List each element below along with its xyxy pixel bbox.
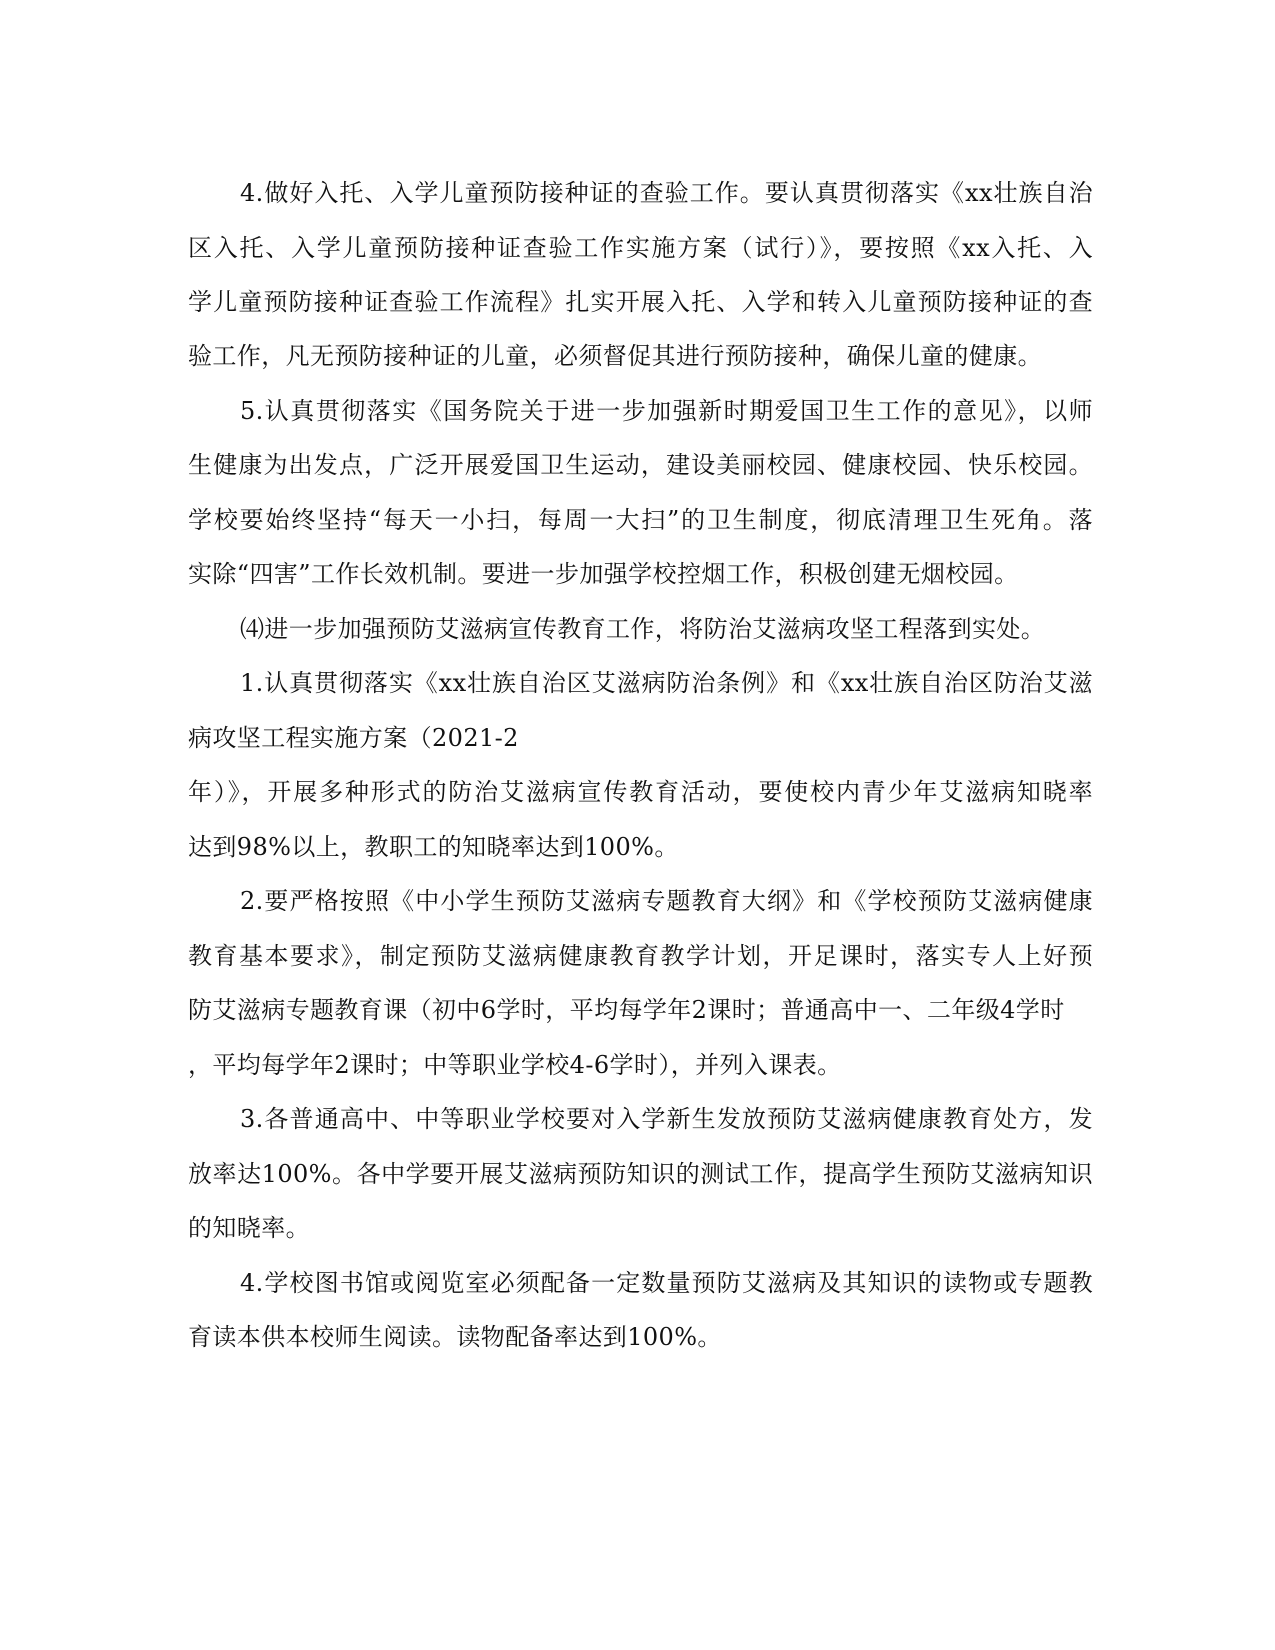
- text-line: 达到98%以上，教职工的知晓率达到100%。: [188, 833, 679, 861]
- text-line: 4.学校图书馆或阅览室必须配备一定数量预防艾滋病及其知识的读物或专题教: [240, 1269, 1093, 1297]
- text-line: 3.各普通高中、中等职业学校要对入学新生发放预防艾滋病健康教育处方，发: [240, 1105, 1093, 1133]
- text-line: 的知晓率。: [188, 1214, 310, 1242]
- text-line: 1.认真贯彻落实《xx壮族自治区艾滋病防治条例》和《xx壮族自治区防治艾滋: [240, 669, 1093, 697]
- text-line: 年）》，开展多种形式的防治艾滋病宣传教育活动，要使校内青少年艾滋病知晓率: [188, 778, 1093, 806]
- text-line: 学儿童预防接种证查验工作流程》扎实开展入托、入学和转入儿童预防接种证的查: [188, 288, 1093, 316]
- text-line: 5.认真贯彻落实《国务院关于进一步加强新时期爱国卫生工作的意见》，以师: [240, 397, 1093, 425]
- text-line: 学校要始终坚持“每天一小扫，每周一大扫”的卫生制度，彻底清理卫生死角。落: [188, 506, 1093, 534]
- text-line: 防艾滋病专题教育课（初中6学时，平均每学年2课时；普通高中一、二年级4学时: [188, 996, 1065, 1024]
- text-line: 区入托、入学儿童预防接种证查验工作实施方案（试行）》，要按照《xx入托、入: [188, 234, 1093, 262]
- text-line: 病攻坚工程实施方案（2021-2: [188, 724, 519, 752]
- text-line: 放率达100%。各中学要开展艾滋病预防知识的测试工作，提高学生预防艾滋病知识: [188, 1160, 1093, 1188]
- text-line: 实除“四害”工作长效机制。要进一步加强学校控烟工作，积极创建无烟校园。: [188, 560, 1019, 588]
- section-heading: ⑷进一步加强预防艾滋病宣传教育工作，将防治艾滋病攻坚工程落到实处。: [240, 615, 1046, 643]
- text-line: 教育基本要求》，制定预防艾滋病健康教育教学计划，开足课时，落实专人上好预: [188, 942, 1093, 970]
- text-line: 生健康为出发点，广泛开展爱国卫生运动，建设美丽校园、健康校园、快乐校园。: [188, 451, 1093, 479]
- text-line: 2.要严格按照《中小学生预防艾滋病专题教育大纲》和《学校预防艾滋病健康: [240, 887, 1093, 915]
- text-line: 验工作，凡无预防接种证的儿童，必须督促其进行预防接种，确保儿童的健康。: [188, 342, 1042, 370]
- text-line: 4.做好入托、入学儿童预防接种证的查验工作。要认真贯彻落实《xx壮族自治: [240, 179, 1093, 207]
- text-line: 育读本供本校师生阅读。读物配备率达到100%。: [188, 1323, 722, 1351]
- text-line: ，平均每学年2课时；中等职业学校4-6学时），并列入课表。: [188, 1051, 842, 1079]
